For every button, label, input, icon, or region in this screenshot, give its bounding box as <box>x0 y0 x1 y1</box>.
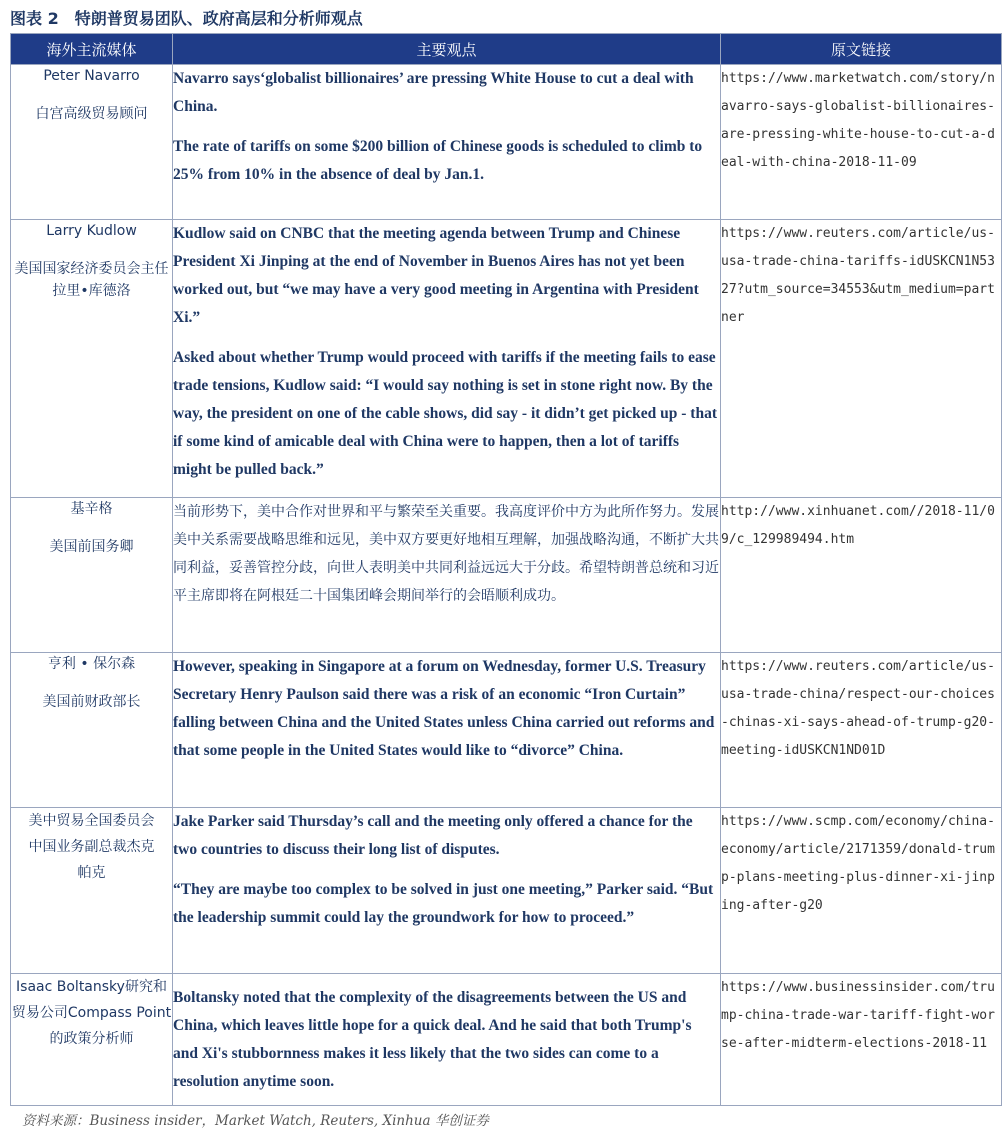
viewpoint-paragraph: The rate of tariffs on some $200 billion of Chinese goods is scheduled to climb to 25% from 10% in the absence of deal by Jan.1. <box>173 138 703 183</box>
viewpoint-paragraph: Navarro says‘globalist billionaires’ are pressing White House to cut a deal with China. <box>173 70 694 115</box>
viewpoint-paragraph: Jake Parker said Thursday’s call and the meeting only offered a chance for the two countries to discuss their long list of disputes. <box>173 813 693 858</box>
table-header-row <box>11 34 1002 65</box>
viewpoint-paragraph: However, speaking in Singapore at a forum on Wednesday, former U.S. Treasury Secretary Henry Paulson said there was a risk of an economic “Iron Curtain” falling between China and the United States unless China carried out reforms and that some people in the United States would like to “divorce” China. <box>173 658 715 759</box>
viewpoint-cell <box>173 220 721 498</box>
person-cell <box>11 220 173 498</box>
source-link[interactable]: https://www.scmp.com/economy/china-economy/article/2171359/donald-trump-plans-meeting-plus-dinner-xi-jinping-after-g20 <box>721 808 1002 974</box>
source-link[interactable]: https://www.reuters.com/article/us-usa-trade-china-tariffs-idUSKCN1N5327?utm_source=34553&utm_medium=partner <box>721 220 1002 498</box>
viewpoint-paragraph: Asked about whether Trump would proceed with tariffs if the meeting fails to ease trade tensions, Kudlow said: “I would say nothing is set in stone right now. By the way, the president on one of the cable shows, did say - it didn’t get picked up - that if some kind of amicable deal with China were to happen, then a lot of tariffs might be pulled back.” <box>173 349 717 478</box>
person-role: 美国前财政部长 <box>42 694 141 710</box>
person-role: 美国前国务卿 <box>49 539 134 555</box>
header-views: 主要观点 <box>173 34 721 65</box>
person-name: 亨利 • 保尔森 <box>47 656 136 672</box>
table-row <box>11 65 1002 220</box>
viewpoint-cell <box>173 65 721 220</box>
viewpoint-paragraph: 当前形势下，美中合作对世界和平与繁荣至关重要。我高度评价中方为此所作努力。发展美中关系需要战略思维和远见，美中双方要更好地相互理解，加强战略沟通，不断扩大共同利益，妥善管控分歧，向世人表明美中共同利益远远大于分歧。希望特朗普总统和习近平主席即将在阿根廷二十国集团峰会期间举行的会晤顺利成功。 <box>173 504 719 604</box>
figure-title: 图表 2 特朗普贸易团队、政府高层和分析师观点 <box>10 9 363 28</box>
table-row <box>11 498 1002 653</box>
person-name: 美中贸易全国委员会中国业务副总裁杰克帕克 <box>28 813 155 881</box>
source-link[interactable]: http://www.xinhuanet.com//2018-11/09/c_129989494.htm <box>721 498 1002 653</box>
person-cell <box>11 498 173 653</box>
table-row <box>11 220 1002 498</box>
person-name: Larry Kudlow <box>46 223 137 239</box>
table-row <box>11 653 1002 808</box>
person-cell <box>11 653 173 808</box>
source-link[interactable]: https://www.businessinsider.com/trump-china-trade-war-tariff-fight-worse-after-midterm-elections-2018-11 <box>721 974 1002 1106</box>
viewpoint-cell <box>173 498 721 653</box>
person-name: 基辛格 <box>70 501 113 517</box>
source-note: 资料来源：Business insider，Market Watch, Reuters, Xinhua 华创证券 <box>22 1113 489 1129</box>
viewpoint-cell <box>173 653 721 808</box>
views-table <box>10 33 1002 1106</box>
person-cell <box>11 65 173 220</box>
table-row <box>11 974 1002 1106</box>
viewpoint-cell <box>173 808 721 974</box>
viewpoint-paragraph: “They are maybe too complex to be solved in just one meeting,” Parker said. “But the leadership summit could lay the groundwork for how to proceed.” <box>173 881 714 926</box>
person-cell <box>11 808 173 974</box>
header-link: 原文链接 <box>721 34 1002 65</box>
person-name: Peter Navarro <box>43 68 140 84</box>
viewpoint-cell <box>173 974 721 1106</box>
person-role: 白宫高级贸易顾问 <box>35 106 148 122</box>
person-name: Isaac Boltansky研究和贸易公司Compass Point的政策分析师 <box>11 979 172 1047</box>
viewpoint-paragraph: Kudlow said on CNBC that the meeting agenda between Trump and Chinese President Xi Jinping at the end of November in Buenos Aires has not yet been worked out, but “we may have a very good meeting in Argentina with President Xi.” <box>173 225 699 326</box>
source-link[interactable]: https://www.reuters.com/article/us-usa-trade-china/respect-our-choices-chinas-xi-says-ahead-of-trump-g20-meeting-idUSKCN1ND01D <box>721 653 1002 808</box>
source-link[interactable]: https://www.marketwatch.com/story/navarro-says-globalist-billionaires-are-pressing-white-house-to-cut-a-deal-with-china-2018-11-09 <box>721 65 1002 220</box>
person-role: 美国国家经济委员会主任拉里•库德洛 <box>14 261 169 299</box>
header-media: 海外主流媒体 <box>11 34 173 65</box>
table-row <box>11 808 1002 974</box>
person-cell <box>11 974 173 1106</box>
viewpoint-paragraph: Boltansky noted that the complexity of the disagreements between the US and China, which leaves little hope for a quick deal. And he said that both Trump's and Xi's stubbornness makes it less likely that the two sides can come to a resolution anytime soon. <box>173 988 692 1090</box>
